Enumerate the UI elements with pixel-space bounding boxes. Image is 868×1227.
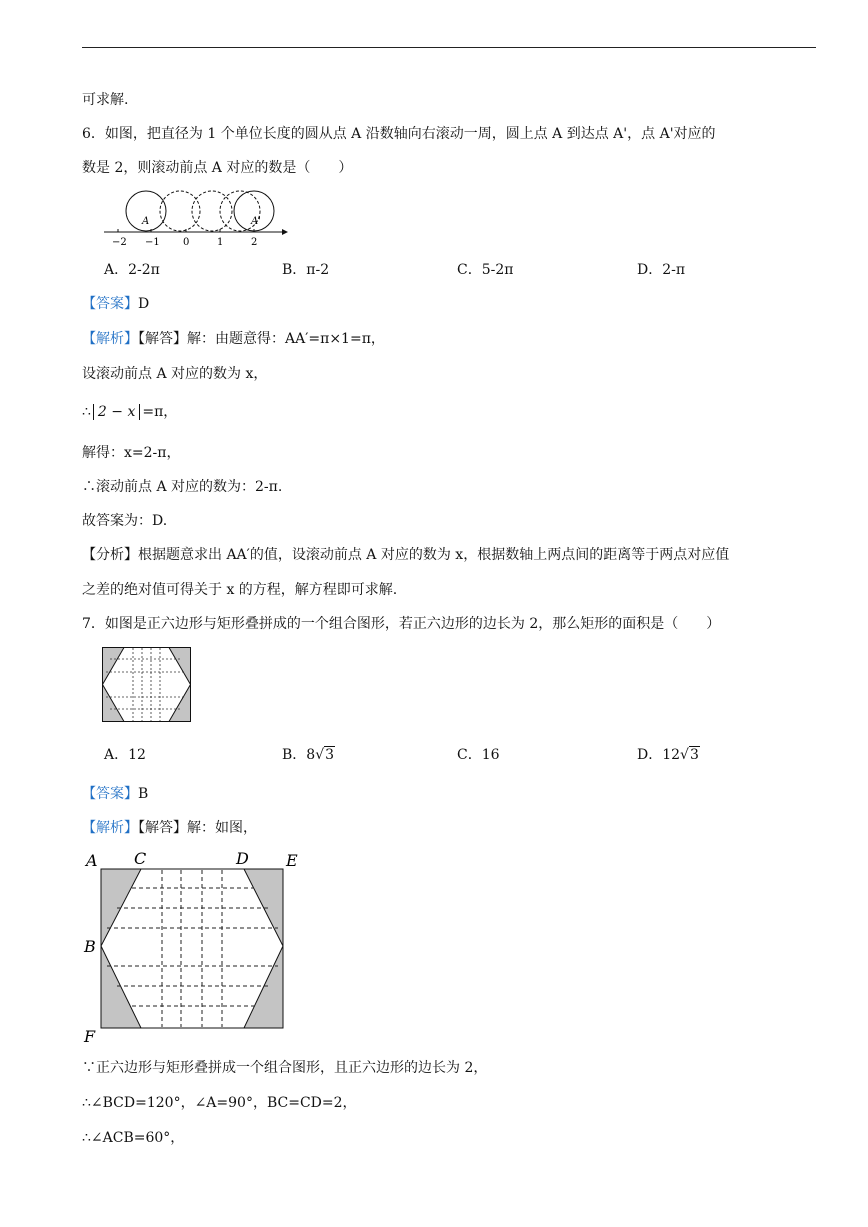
number-line-figure (100, 186, 290, 248)
analysis-tag: 【解析】 (82, 331, 138, 347)
answer-tag: 【答案】 (82, 296, 138, 312)
tick-label: 1 (217, 237, 224, 248)
option-b (282, 745, 335, 765)
label-f: F (84, 1027, 96, 1044)
option-b-prefix: B．8 (282, 747, 316, 763)
answer-value: D (138, 296, 150, 312)
radicand: 3 (325, 747, 335, 763)
answer-value: B (138, 786, 149, 802)
analysis-tag: 【解析】 (82, 820, 138, 836)
answer-tag: 【答案】 (82, 786, 138, 802)
question-6-line-1: 6．如图，把直径为 1 个单位长度的圆从点 A 沿数轴向右滚动一周，圆上点 A 到达点 A'，点 A'对应的 (82, 126, 716, 142)
option-a: A．2-2π (104, 262, 160, 278)
reasoning-step: ∴∠ACB=60°， (82, 1130, 185, 1146)
answer-line (82, 294, 149, 314)
label-e: E (286, 851, 298, 870)
answer-line (82, 784, 148, 804)
option-c: C．16 (457, 747, 500, 763)
text-line: 可求解. (82, 92, 129, 108)
tick-label: −2 (112, 237, 127, 248)
label-b: B (84, 937, 96, 956)
option-b: B．π-2 (282, 262, 330, 278)
analysis-line (82, 818, 257, 838)
label-c: C (134, 849, 147, 868)
tick-label: 0 (183, 237, 190, 248)
sqrt-expression: √3 (680, 747, 699, 763)
reasoning-step: ∵正六边形与矩形叠拼成一个组合图形，且正六边形的边长为 2， (82, 1060, 488, 1076)
radicand: 3 (689, 747, 699, 763)
question-6-line-2: 数是 2，则滚动前点 A 对应的数是（ ） (82, 160, 353, 176)
option-c: C．5-2π (457, 262, 514, 278)
question-7: 7．如图是正六边形与矩形叠拼成的一个组合图形，若正六边形的边长为 2，那么矩形的面积是（ ） (82, 616, 721, 632)
label-d: D (236, 849, 249, 868)
analysis-text: 【解答】解：如图， (138, 820, 257, 836)
solution-step (82, 402, 177, 422)
analysis-line (82, 329, 385, 349)
point-a-label: A (142, 216, 150, 227)
option-a: A．12 (104, 747, 146, 763)
tick-label: 2 (251, 237, 258, 248)
therefore-symbol: ∴ (82, 404, 91, 420)
reasoning-step: ∴∠BCD=120°，∠A=90°，BC=CD=2， (82, 1095, 357, 1111)
solution-step: 故答案为：D. (82, 513, 168, 529)
sqrt-expression: √3 (315, 747, 335, 763)
option-d-prefix: D．12 (637, 747, 681, 763)
hexagon-rectangle-figure (102, 647, 192, 723)
solution-step: ∴滚动前点 A 对应的数为：2-π. (82, 479, 283, 495)
solution-step: 解得：x=2-π， (82, 445, 181, 461)
absolute-value: 2 − x (93, 404, 140, 420)
analysis-text: 【解答】解：由题意得：AA′=π×1=π， (138, 331, 385, 347)
analysis-summary-line-2: 之差的绝对值可得关于 x 的方程，解方程即可求解. (82, 582, 398, 598)
equation-rhs: =π， (142, 404, 178, 420)
point-a-prime-label: A' (251, 216, 261, 227)
header-rule (82, 47, 816, 48)
label-a: A (86, 851, 98, 870)
labelled-hexagon-figure (82, 848, 308, 1044)
analysis-summary-line-1: 【分析】根据题意求出 AA′的值，设滚动前点 A 对应的数为 x，根据数轴上两点间的距离等于两点对应值 (82, 547, 730, 563)
tick-label: −1 (145, 237, 160, 248)
option-d: D．2-π (637, 262, 686, 278)
solution-step: 设滚动前点 A 对应的数为 x， (82, 366, 268, 382)
option-d (637, 745, 700, 765)
